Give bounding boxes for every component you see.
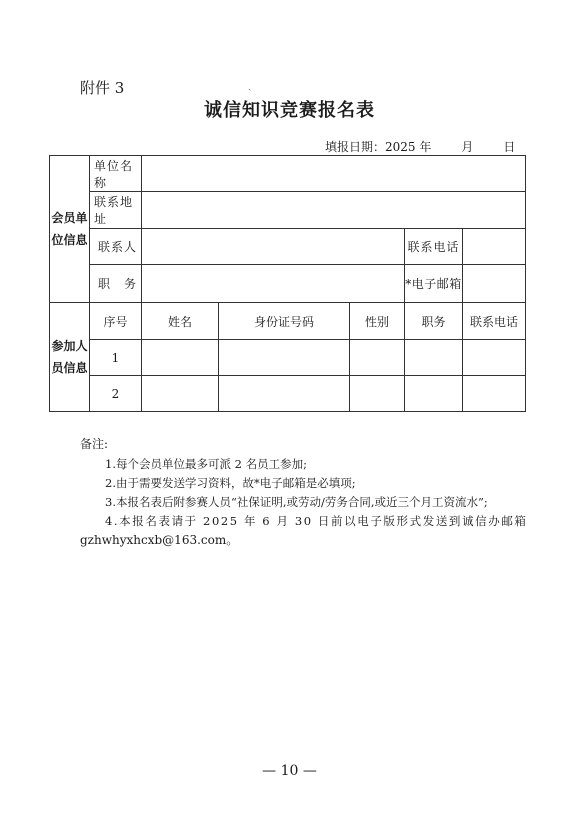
job-cell[interactable] bbox=[405, 376, 463, 412]
member-section-line1: 会员单 bbox=[51, 211, 88, 225]
unit-name-label: 单位名称 bbox=[90, 156, 142, 192]
id-number-cell[interactable] bbox=[219, 376, 350, 412]
page-number: — 10 — bbox=[262, 763, 317, 779]
address-label: 联系地址 bbox=[90, 192, 142, 229]
contact-email: gzhwhyxhcxb@163.com。 bbox=[80, 533, 239, 547]
name-cell[interactable] bbox=[142, 340, 219, 376]
phone-field[interactable] bbox=[463, 229, 526, 265]
row-index: 1 bbox=[90, 340, 142, 376]
column-header: 姓名 bbox=[142, 303, 219, 340]
column-header: 序号 bbox=[90, 303, 142, 340]
email-label: *电子邮箱 bbox=[405, 265, 463, 303]
column-header: 联系电话 bbox=[463, 303, 526, 340]
gender-cell[interactable] bbox=[350, 340, 405, 376]
fill-date-label: 填报日期：2025 年 bbox=[325, 140, 432, 154]
column-header: 职务 bbox=[405, 303, 463, 340]
note-item: 4.本报名表请于 2025 年 6 月 30 日前以电子版形式发送到诚信办邮箱 bbox=[105, 514, 528, 528]
note-item: 1.每个会员单位最多可派 2 名员工参加; bbox=[105, 457, 307, 471]
note-item: 3.本报名表后附参赛人员“社保证明,或劳动/劳务合同,或近三个月工资流水”; bbox=[105, 495, 488, 509]
job-cell[interactable] bbox=[405, 340, 463, 376]
form-title: 诚信知识竞赛报名表 bbox=[204, 100, 375, 121]
phone-label: 联系电话 bbox=[405, 229, 463, 265]
name-cell[interactable] bbox=[142, 376, 219, 412]
fill-date-day: 日 bbox=[503, 140, 516, 154]
note-item: 2.由于需要发送学习资料，故*电子邮箱是必填项; bbox=[105, 476, 356, 490]
column-header: 性别 bbox=[350, 303, 405, 340]
participant-section-line2: 员信息 bbox=[51, 361, 88, 375]
email-field[interactable] bbox=[463, 265, 526, 303]
attachment-label: 附件 3 bbox=[80, 79, 125, 97]
unit-name-field[interactable] bbox=[142, 156, 526, 192]
contact-label: 联系人 bbox=[90, 229, 142, 265]
row-index: 2 bbox=[90, 376, 142, 412]
id-number-cell[interactable] bbox=[219, 340, 350, 376]
stray-mark: ˎ bbox=[248, 80, 252, 91]
column-header: 身份证号码 bbox=[219, 303, 350, 340]
table-row bbox=[50, 376, 526, 412]
fill-date bbox=[325, 138, 515, 155]
registration-table bbox=[49, 155, 526, 412]
contact-field[interactable] bbox=[142, 229, 405, 265]
phone-cell[interactable] bbox=[463, 376, 526, 412]
address-field[interactable] bbox=[142, 192, 526, 229]
table-row bbox=[50, 340, 526, 376]
participant-section-label bbox=[50, 303, 90, 412]
position-label: 职 务 bbox=[90, 265, 142, 303]
phone-cell[interactable] bbox=[463, 340, 526, 376]
fill-date-month: 月 bbox=[461, 140, 474, 154]
member-section-label bbox=[50, 156, 90, 303]
notes-heading: 备注: bbox=[80, 437, 109, 451]
gender-cell[interactable] bbox=[350, 376, 405, 412]
position-field[interactable] bbox=[142, 265, 405, 303]
member-section-line2: 位信息 bbox=[51, 233, 88, 247]
participant-section-line1: 参加人 bbox=[51, 339, 88, 353]
